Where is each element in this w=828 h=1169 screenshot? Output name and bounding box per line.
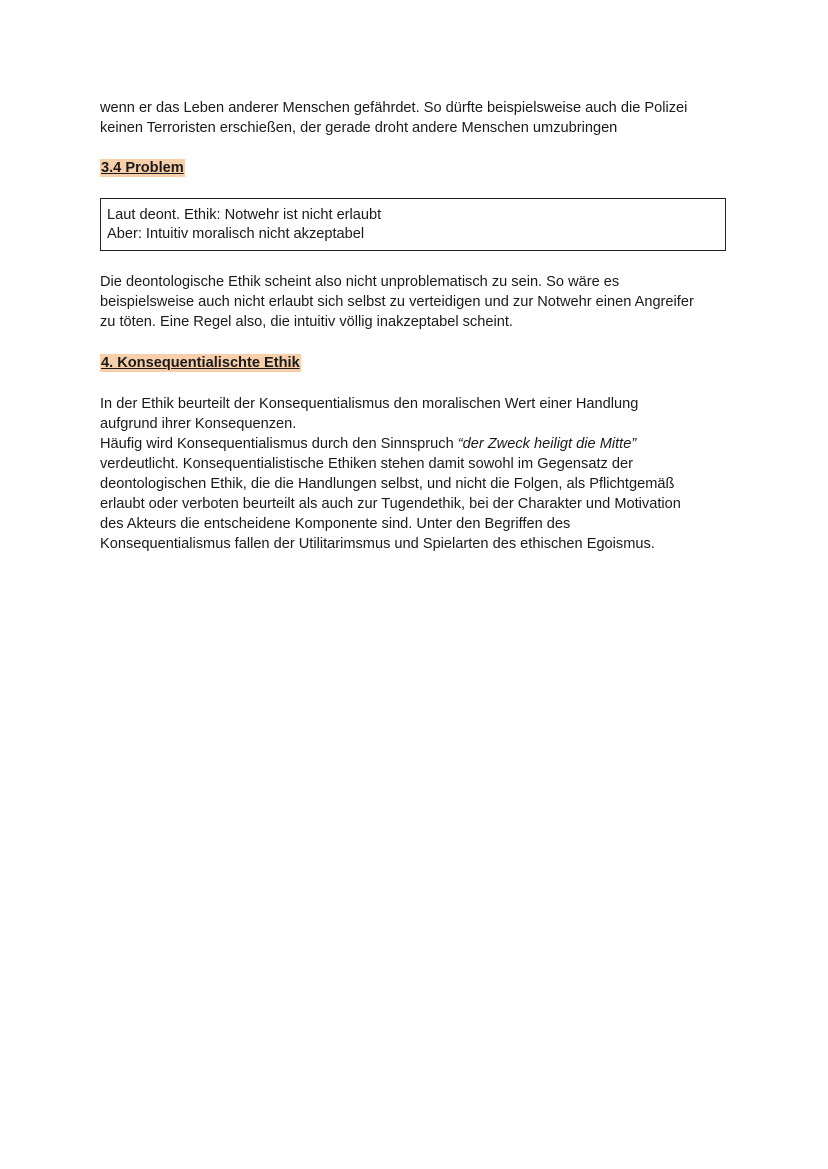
box-line: Aber: Intuitiv moralisch nicht akzeptabel [107,226,365,242]
text-line-with-quote [100,434,728,454]
text-segment: Häufig wird Konsequentialismus durch den Sinnspruch [100,436,458,452]
text-line: beispielsweise auch nicht erlaubt sich selbst zu verteidigen und zur Notwehr einen Angreifer [100,294,694,310]
text-line: erlaubt oder verboten beurteilt als auch zur Tugendethik, bei der Charakter und Motivation [100,496,681,512]
text-line: keinen Terroristen erschießen, der gerade droht andere Menschen umzubringen [100,120,618,136]
section-heading-wrap [100,159,728,177]
text-line: deontologischen Ethik, die die Handlungen selbst, und nicht die Folgen, als Pflichtgemäß [100,476,675,492]
text-line: des Akteurs die entscheidene Komponente sind. Unter den Begriffen des [100,516,571,532]
text-line: aufgrund ihrer Konsequenzen. [100,416,297,432]
section-heading-4: 4. Konsequentialischte Ethik [101,355,300,371]
text-line: zu töten. Eine Regel also, die intuitiv völlig inakzeptabel scheint. [100,314,513,330]
text-line: In der Ethik beurteilt der Konsequentialismus den moralischen Wert einer Handlung [100,396,639,412]
quote: “der Zweck heiligt die Mitte” [457,436,637,452]
consequentialism-paragraph [100,394,728,554]
summary-box [100,198,726,251]
text-line: wenn er das Leben anderer Menschen gefährdet. So dürfte beispielsweise auch die Polizei [100,100,688,116]
intro-paragraph [100,98,728,138]
text-line: verdeutlicht. Konsequentialistische Ethiken stehen damit sowohl im Gegensatz der [100,456,633,472]
problem-paragraph [100,272,728,332]
text-line: Konsequentialismus fallen der Utilitarimsmus und Spielarten des ethischen Egoismus. [100,536,655,552]
box-line: Laut deont. Ethik: Notwehr ist nicht erlaubt [107,207,382,223]
text-line: Die deontologische Ethik scheint also nicht unproblematisch zu sein. So wäre es [100,274,620,290]
section-heading-3-4: 3.4 Problem [101,160,184,176]
section-heading-wrap [100,354,728,372]
